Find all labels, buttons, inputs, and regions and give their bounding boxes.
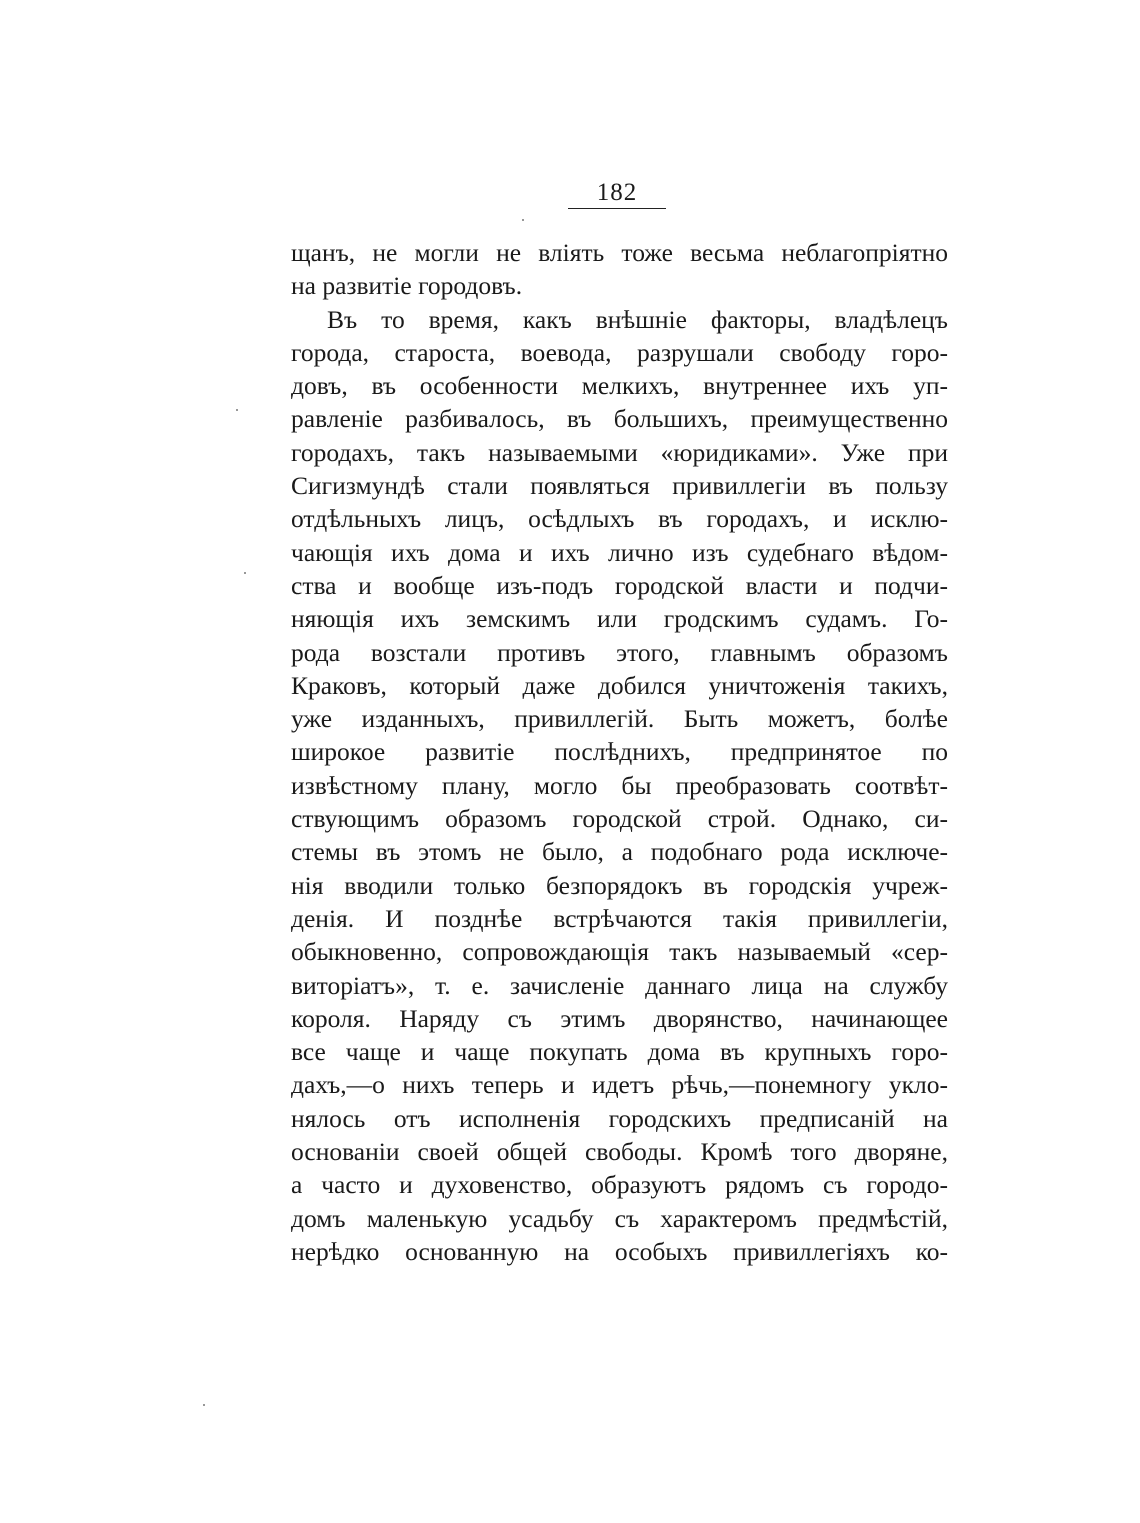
text-line: извѣстному плану, могло бы преобразовать соотвѣт- bbox=[291, 770, 948, 800]
text-line: ствующимъ образомъ городской строй. Однако, си- bbox=[291, 804, 948, 834]
text-line: Сигизмундѣ стали появляться привиллегiи въ пользу bbox=[291, 471, 948, 501]
text-line: города, староста, воевода, разрушали свободу горо- bbox=[291, 337, 948, 367]
scan-speck bbox=[203, 1404, 205, 1406]
body-text bbox=[291, 236, 948, 1268]
text-line: денiя. И позднѣе встрѣчаются такiя привиллегiи, bbox=[291, 903, 948, 933]
page-number: 182 bbox=[596, 179, 638, 206]
text-line: чающiя ихъ дома и ихъ лично изъ судебнаго вѣдом- bbox=[291, 537, 948, 567]
text-line: виторiатъ», т. е. зачисленiе даннаго лица на службу bbox=[291, 970, 948, 1000]
text-line: отдѣльныхъ лицъ, осѣдлыхъ въ городахъ, и исклю- bbox=[291, 504, 948, 534]
scan-speck bbox=[236, 409, 238, 411]
text-line: все чаще и чаще покупать дома въ крупныхъ горо- bbox=[291, 1037, 948, 1067]
text-line: довъ, въ особенности мелкихъ, внутреннее ихъ уп- bbox=[291, 371, 948, 401]
text-line: щанъ, не могли не влiять тоже весьма неблагопрiятно bbox=[291, 238, 948, 267]
text-line: няющiя ихъ земскимъ или гродскимъ судамъ. Го- bbox=[291, 604, 948, 634]
text-line: ства и вообще изъ-подъ городской власти и подчи- bbox=[291, 570, 948, 600]
text-line: дахъ,—о нихъ теперь и идетъ рѣчь,—понемногу укло- bbox=[291, 1070, 948, 1100]
text-line: нiя вводили только безпорядокъ въ городскiя учреж- bbox=[291, 870, 948, 900]
text-line: Краковъ, который даже добился уничтоженiя такихъ, bbox=[291, 670, 948, 700]
scan-speck bbox=[244, 572, 246, 574]
text-line: стемы въ этомъ не было, а подобнаго рода исключе- bbox=[291, 837, 948, 867]
text-line: равленiе разбивалось, въ большихъ, преимущественно bbox=[291, 404, 948, 434]
text-line: городахъ, такъ называемыми «юридиками». Уже при bbox=[291, 437, 948, 467]
text-line: основанiи своей общей свободы. Кромѣ того дворяне, bbox=[291, 1137, 948, 1167]
text-line: широкое развитiе послѣднихъ, предпринятое по bbox=[291, 737, 948, 767]
text-line: домъ маленькую усадьбу съ характеромъ предмѣстiй, bbox=[291, 1203, 948, 1233]
scan-speck bbox=[522, 219, 524, 221]
text-line: короля. Наряду съ этимъ дворянство, начинающее bbox=[291, 1003, 948, 1033]
text-line: обыкновенно, сопровождающiя такъ называемый «сер- bbox=[291, 937, 948, 967]
text-line: на развитiе городовъ. bbox=[291, 271, 523, 301]
text-line: уже изданныхъ, привиллегiй. Быть можетъ, болѣе bbox=[291, 704, 948, 734]
text-line: нялось отъ исполненiя городскихъ предписанiй на bbox=[291, 1103, 948, 1133]
text-line: нерѣдко основанную на особыхъ привиллегiяхъ ко- bbox=[291, 1236, 948, 1266]
text-line: рода возстали противъ этого, главнымъ образомъ bbox=[291, 637, 948, 667]
header-rule bbox=[568, 208, 666, 209]
text-line: Въ то время, какъ внѣшнiе факторы, владѣлецъ bbox=[327, 304, 948, 334]
text-line: а часто и духовенство, образуютъ рядомъ съ городо- bbox=[291, 1170, 948, 1200]
